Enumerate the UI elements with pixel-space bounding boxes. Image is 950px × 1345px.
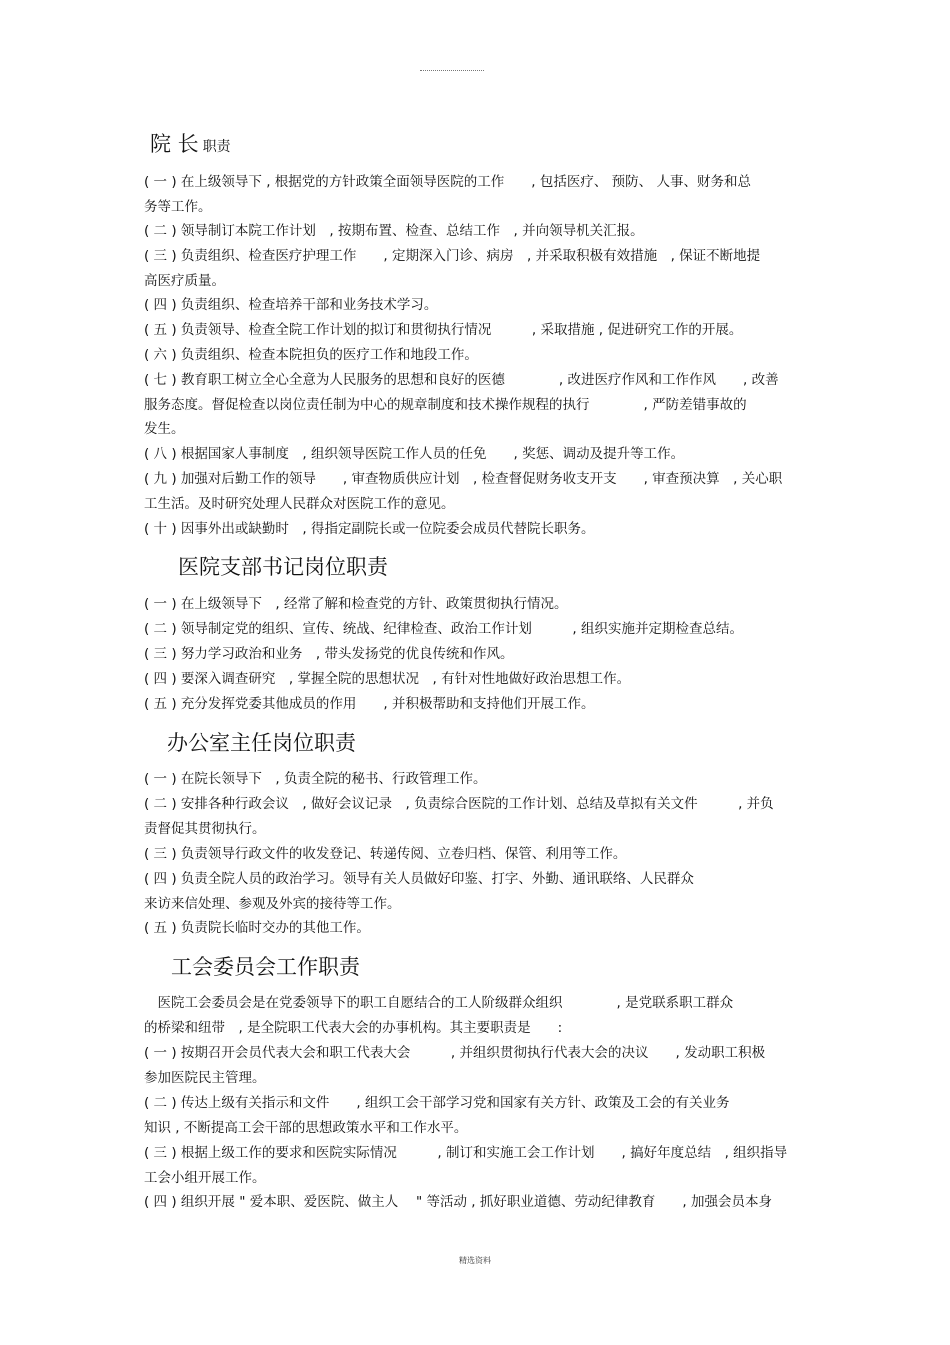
office-duty-5: ( 五 ) 负责院长临时交办的其他工作。 (144, 920, 370, 936)
union-duty-1: ( 一 ) 按期召开会员代表大会和职工代表大会 , 并组织贯彻执行代表大会的决议 , 发动职工积极 参加医院民主管理。 (144, 1045, 766, 1086)
dean-duty-5: ( 五 ) 负责领导、检查全院工作计划的拟订和贯彻执行情况 , 采取措施 , 促进研究工作的开展。 (144, 322, 743, 338)
office-duty-4: ( 四 ) 负责全院人员的政治学习。领导有关人员做好印鉴、打字、外勤、通讯联络、人民群众 来访来信处理、参观及外宾的接待等工作。 (144, 871, 694, 912)
header-rule (420, 70, 484, 71)
title-office-director: 办公室主任岗位职责 (167, 731, 356, 755)
dean-duty-6: ( 六 ) 负责组织、检查本院担负的医疗工作和地段工作。 (144, 347, 478, 363)
title-union-committee: 工会委员会工作职责 (171, 955, 360, 979)
dean-duty-7: ( 七 ) 教育职工树立全心全意为人民服务的思想和良好的医德 , 改进医疗作风和工作作风 , 改善 服务态度。督促检查以岗位责任制为中心的规章制度和技术操作规程的执行 , 严防差错事故的 发生。 (144, 372, 779, 437)
dean-duty-8: ( 八 ) 根据国家人事制度 , 组织领导医院工作人员的任免 , 奖惩、调动及提升等工作。 (144, 446, 685, 462)
title-party-secretary: 医院支部书记岗位职责 (178, 555, 388, 579)
title-dean: 院 长 职责 (150, 132, 231, 156)
secretary-duty-4: ( 四 ) 要深入调查研究 , 掌握全院的思想状况 , 有针对性地做好政治思想工作。 (144, 671, 631, 687)
secretary-duty-5: ( 五 ) 充分发挥党委其他成员的作用 , 并积极帮助和支持他们开展工作。 (144, 696, 595, 712)
secretary-duty-1: ( 一 ) 在上级领导下 , 经常了解和检查党的方针、政策贯彻执行情况。 (144, 596, 568, 612)
page-footer: 精选资料 (459, 1256, 491, 1265)
office-duty-2: ( 二 ) 安排各种行政会议 , 做好会议记录 , 负责综合医院的工作计划、总结及草拟有关文件 , 并负 责督促其贯彻执行。 (144, 796, 774, 837)
union-intro: 医院工会委员会是在党委领导下的职工自愿结合的工人阶级群众组织 , 是党联系职工群众 的桥梁和纽带 , 是全院职工代表大会的办事机构。其主要职责是 : (144, 995, 734, 1036)
secretary-duty-2: ( 二 ) 领导制定党的组织、宣传、统战、纪律检查、政治工作计划 , 组织实施并定期检查总结。 (144, 621, 743, 637)
dean-duty-2: ( 二 ) 领导制订本院工作计划 , 按期布置、检查、总结工作 , 并向领导机关汇报。 (144, 223, 644, 239)
dean-duty-4: ( 四 ) 负责组织、检查培养干部和业务技术学习。 (144, 297, 438, 313)
union-duty-3: ( 三 ) 根据上级工作的要求和医院实际情况 , 制订和实施工会工作计划 , 搞好年度总结 , 组织指导 工会小组开展工作。 (144, 1145, 788, 1186)
dean-duty-1: ( 一 ) 在上级领导下 , 根据党的方针政策全面领导医院的工作 , 包括医疗、 预防、 人事、财务和总 务等工作。 (144, 174, 751, 215)
dean-duty-9: ( 九 ) 加强对后勤工作的领导 , 审查物质供应计划 , 检查督促财务收支开支 , 审查预决算 , 关心职 工生活。及时研究处理人民群众对医院工作的意见。 (144, 471, 783, 512)
office-duty-3: ( 三 ) 负责领导行政文件的收发登记、转递传阅、立卷归档、保管、利用等工作。 (144, 846, 627, 862)
dean-duty-3: ( 三 ) 负责组织、检查医疗护理工作 , 定期深入门诊、病房 , 并采取积极有效措施 , 保证不断地提 高医疗质量。 (144, 248, 761, 289)
union-duty-2: ( 二 ) 传达上级有关指示和文件 , 组织工会干部学习党和国家有关方针、政策及工会的有关业务 知识 , 不断提高工会干部的思想政策水平和工作水平。 (144, 1095, 730, 1136)
secretary-duty-3: ( 三 ) 努力学习政治和业务 , 带头发扬党的优良传统和作风。 (144, 646, 514, 662)
office-duty-1: ( 一 ) 在院长领导下 , 负责全院的秘书、行政管理工作。 (144, 771, 487, 787)
union-duty-4: ( 四 ) 组织开展 " 爱本职、爱医院、做主人 " 等活动 , 抓好职业道德、劳动纪律教育 , 加强会员本身 (144, 1194, 772, 1210)
dean-duty-10: ( 十 ) 因事外出或缺勤时 , 得指定副院长或一位院委会成员代替院长职务。 (144, 521, 595, 537)
